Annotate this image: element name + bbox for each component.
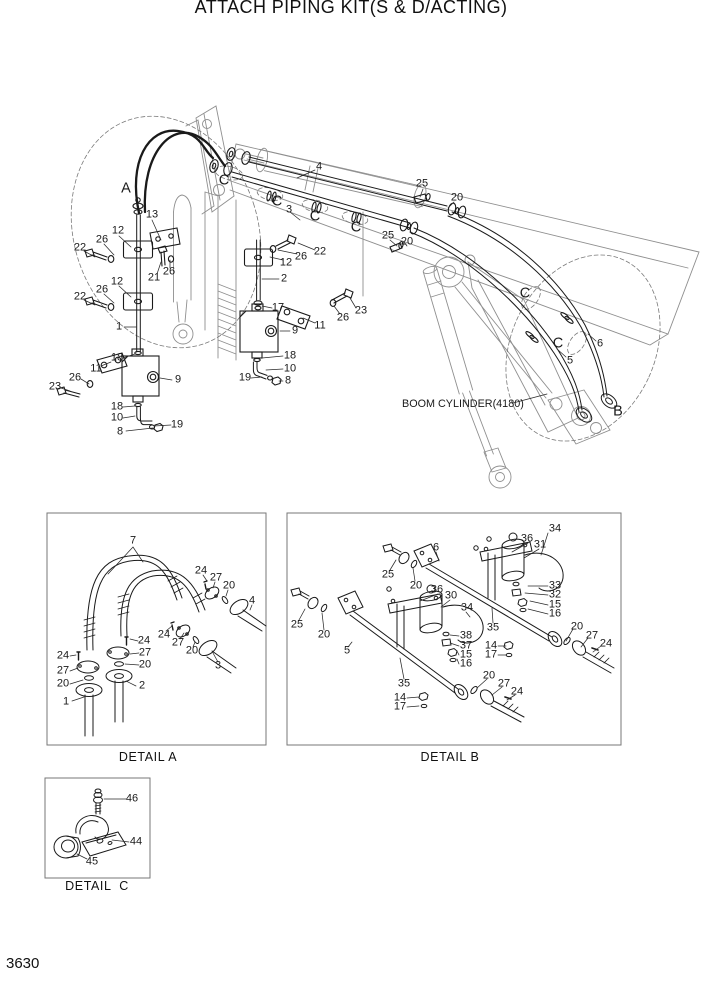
part-label-C: C (271, 193, 283, 210)
boom-cylinder-note: BOOM CYLINDER(4180) (402, 398, 524, 410)
machine-outline (170, 106, 699, 488)
detail-b-pipe6 (383, 541, 614, 673)
detail-b-pipe5 (291, 588, 524, 722)
part-label-18: 18 (110, 351, 124, 364)
part-label-19: 19 (238, 371, 252, 384)
part-label-14: 14 (484, 639, 498, 652)
part-label-25: 25 (381, 568, 395, 581)
part-label-26: 26 (162, 265, 176, 278)
part-label-A: A (121, 180, 131, 197)
part-label-12: 12 (111, 224, 125, 237)
part-label-20: 20 (400, 235, 414, 248)
detail-c-clamp (76, 815, 126, 856)
part-label-25: 25 (290, 618, 304, 631)
part-label-16: 16 (459, 657, 473, 670)
detail-boxes (45, 513, 621, 878)
part-label-20: 20 (56, 677, 70, 690)
part-label-8: 8 (116, 425, 124, 438)
part-label-18: 18 (283, 349, 297, 362)
part-label-32: 32 (548, 588, 562, 601)
part-label-C: C (309, 208, 321, 225)
part-label-24: 24 (510, 685, 524, 698)
part-label-45: 45 (85, 855, 99, 868)
part-label-20: 20 (222, 579, 236, 592)
detail-a-pipe2-stack (106, 637, 132, 722)
part-label-5: 5 (566, 354, 574, 367)
part-label-11: 11 (90, 362, 102, 375)
part-label-20: 20 (138, 658, 152, 671)
pipe-2-assembly (240, 235, 353, 385)
part-label-22: 22 (73, 290, 87, 303)
part-label-4: 4 (248, 594, 256, 607)
part-label-3: 3 (285, 203, 293, 216)
part-label-C: C (552, 335, 564, 352)
part-label-27: 27 (209, 571, 223, 584)
part-label-27: 27 (138, 646, 152, 659)
detail-a-art (70, 547, 266, 736)
part-label-22: 22 (313, 245, 327, 258)
part-label-25: 25 (415, 177, 429, 190)
detail-c-leaders (77, 799, 129, 859)
part-label-36: 36 (430, 583, 444, 596)
part-label-24: 24 (137, 634, 151, 647)
part-label-17: 17 (484, 648, 498, 661)
part-label-3: 3 (214, 659, 222, 672)
part-label-20: 20 (450, 191, 464, 204)
detail-a-caption: DETAIL A (118, 750, 178, 764)
part-label-11: 11 (314, 319, 326, 332)
detail-b-leaders (299, 533, 601, 707)
pipe-1-assembly (57, 198, 180, 432)
detail-b-box (287, 513, 621, 745)
part-label-35: 35 (397, 677, 411, 690)
part-label-C: C (350, 219, 362, 236)
part-label-15: 15 (459, 648, 473, 661)
part-label-33: 33 (548, 579, 562, 592)
part-label-12: 12 (110, 275, 124, 288)
part-label-23: 23 (48, 380, 62, 393)
part-label-4: 4 (315, 160, 323, 173)
page-number: 3630 (6, 955, 40, 972)
part-label-19: 19 (170, 418, 184, 431)
part-label-8: 8 (284, 374, 292, 387)
part-label-13: 13 (145, 208, 159, 221)
part-label-25: 25 (381, 229, 395, 242)
part-label-27: 27 (171, 636, 185, 649)
part-label-31: 31 (533, 538, 547, 551)
part-label-1: 1 (62, 695, 70, 708)
part-label-26: 26 (95, 233, 109, 246)
part-label-18: 18 (110, 400, 124, 413)
part-label-27: 27 (585, 629, 599, 642)
part-label-46: 46 (125, 792, 139, 805)
part-label-21: 21 (147, 271, 161, 284)
detail-callout-ellipses (42, 91, 689, 466)
part-label-24: 24 (157, 628, 171, 641)
part-label-34: 34 (548, 522, 562, 535)
part-label-20: 20 (185, 644, 199, 657)
part-label-2: 2 (138, 679, 146, 692)
part-label-44: 44 (129, 835, 143, 848)
part-label-9: 9 (291, 324, 299, 337)
part-label-24: 24 (599, 637, 613, 650)
part-label-38: 38 (459, 629, 473, 642)
part-label-12: 12 (279, 256, 293, 269)
pipe-clamps (266, 191, 574, 344)
part-label-26: 26 (68, 371, 82, 384)
part-label-9: 9 (174, 373, 182, 386)
part-label-24: 24 (194, 564, 208, 577)
part-label-14: 14 (393, 691, 407, 704)
part-label-36: 36 (520, 532, 534, 545)
part-label-6: 6 (596, 337, 604, 350)
detail-c-art (54, 789, 129, 859)
part-label-16: 16 (548, 607, 562, 620)
part-label-23: 23 (354, 304, 368, 317)
page-title: ATTACH PIPING KIT(S & D/ACTING) (194, 0, 508, 17)
part-label-17: 17 (393, 700, 407, 713)
part-label-20: 20 (570, 620, 584, 633)
part-label-2: 2 (280, 272, 288, 285)
part-label-10: 10 (110, 411, 124, 424)
part-label-22: 22 (73, 241, 87, 254)
detail-c-caption: DETAIL C (65, 879, 129, 893)
part-label-35: 35 (486, 621, 500, 634)
part-label-15: 15 (548, 598, 562, 611)
part-label-5: 5 (343, 644, 351, 657)
detail-a-box (47, 513, 266, 745)
part-label-26: 26 (336, 311, 350, 324)
part-label-27: 27 (497, 677, 511, 690)
part-label-17: 17 (271, 301, 285, 314)
part-label-C: C (519, 285, 531, 302)
part-label-B: B (613, 403, 623, 420)
part-label-20: 20 (409, 579, 423, 592)
part-label-37: 37 (459, 639, 473, 652)
part-label-6: 6 (432, 541, 440, 554)
detail-b-bracket6 (474, 533, 563, 657)
detail-b-caption: DETAIL B (420, 750, 480, 764)
part-label-20: 20 (482, 669, 496, 682)
detail-c-bolt (94, 789, 103, 814)
part-label-C: C (218, 172, 230, 189)
part-label-7: 7 (129, 534, 137, 547)
part-label-10: 10 (283, 362, 297, 375)
part-label-34: 34 (460, 601, 474, 614)
part-label-26: 26 (294, 250, 308, 263)
part-label-24: 24 (56, 649, 70, 662)
part-label-27: 27 (56, 664, 70, 677)
part-label-1: 1 (115, 320, 123, 333)
part-label-30: 30 (444, 589, 458, 602)
detail-a-pipe1-stack (76, 652, 102, 736)
part-label-20: 20 (317, 628, 331, 641)
detail-b-art (291, 533, 614, 722)
detail-a-fittings (171, 581, 266, 673)
part-label-26: 26 (95, 283, 109, 296)
detail-c-bushing (54, 836, 81, 858)
